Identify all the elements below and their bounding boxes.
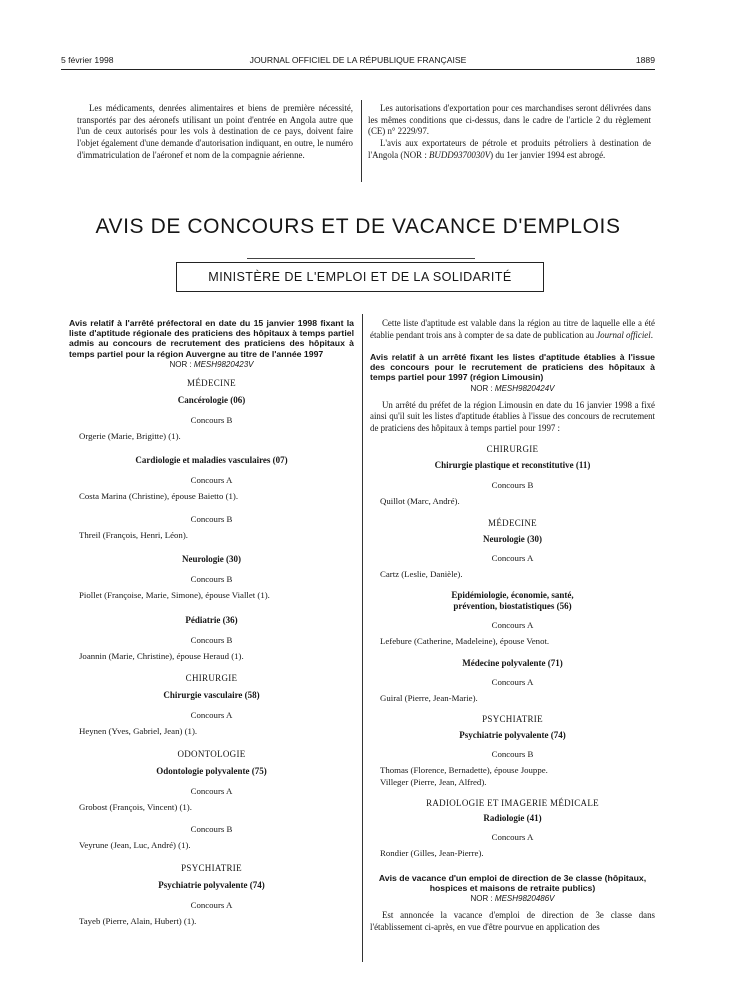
vacance-paragraph: Est annoncée la vacance d'emploi de direction de 3e classe dans l'établissement ci-après, en vue d'être pourvue en application des: [370, 910, 655, 932]
specialty-heading: Neurologie (30): [181, 554, 242, 565]
candidate-name: Heynen (Yves, Gabriel, Jean) (1).: [79, 726, 198, 737]
candidate-name: Lefebure (Catherine, Madeleine), épouse Venot.: [380, 636, 550, 647]
concours-label: Concours A: [190, 899, 233, 910]
specialty-heading-line-2: prévention, biostatistiques (56): [453, 601, 572, 612]
discipline-heading: MÉDECINE: [488, 517, 537, 528]
p2-nor-code: BUDD9370030V: [429, 149, 491, 160]
header-page-number: 1889: [635, 55, 655, 65]
nor-label: NOR :: [470, 383, 495, 393]
concours-label: Concours B: [190, 574, 233, 585]
left-column: [69, 318, 354, 927]
candidate-name: Grobost (François, Vincent) (1).: [79, 801, 192, 812]
candidate-name: Veyrune (Jean, Luc, André) (1).: [79, 840, 191, 851]
specialty-heading: Neurologie (30): [482, 533, 543, 544]
box-decoration: [247, 258, 475, 259]
top-left-paragraph: Les médicaments, denrées alimentaires et biens de première nécessité, transportés par des aéronefs utilisant un point d'entrée en Angola autre que l'un de ceux autorisés pour les vols à destination de ce pays, doivent faire l'objet également d'une demande d'autorisation indiquant, en outre, le numéro d'immatriculation de l'aéronef et nom de la compagnie aérienne.: [77, 103, 353, 160]
nor-label: NOR :: [470, 894, 495, 904]
candidate-name: Threil (François, Henri, Léon).: [79, 529, 188, 540]
candidate-name: Rondier (Gilles, Jean-Pierre).: [380, 848, 484, 859]
nor-line: [370, 384, 655, 393]
discipline-heading: ODONTOLOGIE: [177, 748, 246, 759]
specialty-heading: Radiologie (41): [483, 813, 542, 824]
p2-end: ) du 1er janvier 1994 est abrogé.: [490, 149, 606, 160]
arrete-paragraph: Un arrêté du préfet de la région Limousin en date du 16 janvier 1998 a fixé ainsi qu'il suit les listes d'aptitude établies à l'issue des concours de recrutement de praticiens des hôpitaux à temps partiel pour 1997 :: [370, 399, 655, 433]
concours-label: Concours A: [491, 552, 534, 563]
candidate-name: Joannin (Marie, Christine), épouse Heraud (1).: [79, 650, 244, 661]
specialty-heading-line-1: Epidémiologie, économie, santé,: [451, 590, 574, 601]
page-title: AVIS DE CONCOURS ET DE VACANCE D'EMPLOIS: [95, 215, 621, 238]
discipline-heading: PSYCHIATRIE: [181, 862, 242, 873]
candidate-name: Orgerie (Marie, Brigitte) (1).: [79, 430, 181, 441]
concours-label: Concours B: [190, 414, 233, 425]
header-journal-title: JOURNAL OFFICIEL DE LA RÉPUBLIQUE FRANÇAISE: [249, 55, 467, 65]
header-rule: [61, 69, 655, 70]
p2-start: L'avis aux exportateurs de pétrole et produits pétroliers à destination de l'Angola (NOR :: [368, 138, 651, 160]
concours-label: Concours A: [491, 832, 534, 843]
concours-label: Concours A: [190, 475, 233, 486]
concours-label: Concours A: [491, 676, 534, 687]
concours-label: Concours B: [190, 634, 233, 645]
candidate-name: Villeger (Pierre, Jean, Alfred).: [380, 776, 487, 787]
nor-line: [69, 360, 354, 369]
specialty-heading: Psychiatrie polyvalente (74): [459, 730, 566, 741]
candidate-name: Costa Marina (Christine), épouse Baietto (1).: [79, 491, 239, 502]
concours-label: Concours A: [190, 785, 233, 796]
candidate-name: Piollet (Françoise, Marie, Simone), épouse Viallet (1).: [79, 590, 270, 601]
specialty-heading: Cancérologie (06): [177, 394, 246, 405]
page-header: [61, 55, 655, 69]
header-date: 5 février 1998: [61, 55, 114, 65]
concours-label: Concours B: [491, 749, 534, 760]
discipline-heading: PSYCHIATRIE: [482, 714, 543, 725]
specialty-heading: Psychiatrie polyvalente (74): [158, 879, 265, 890]
candidate-name: Quillot (Marc, André).: [380, 496, 460, 507]
specialty-heading: Médecine polyvalente (71): [462, 657, 563, 668]
concours-label: Concours A: [491, 620, 534, 631]
validity-paragraph: [370, 318, 655, 341]
intro-journal: Journal officiel: [596, 329, 651, 340]
top-right-paragraph-1: Les autorisations d'exportation pour ces marchandises seront délivrées dans les mêmes conditions que ci-dessus, dans le cadre de l'article 2 du règlement (CE) n° 2229/97.: [368, 103, 651, 137]
discipline-heading: RADIOLOGIE ET IMAGERIE MÉDICALE: [426, 798, 599, 809]
concours-label: Concours B: [190, 513, 233, 524]
specialty-heading: Chirurgie vasculaire (58): [163, 690, 260, 701]
concours-label: Concours B: [491, 480, 534, 491]
intro-start: Cette liste d'aptitude est valable dans la région au titre de laquelle elle a été établie pendant trois ans à compter de sa date de publication au: [370, 318, 655, 340]
specialty-heading: Pédiatrie (36): [185, 614, 238, 625]
discipline-heading: CHIRURGIE: [185, 673, 238, 684]
ministry-box: [176, 262, 544, 292]
nor-code: MESH9820423V: [193, 359, 254, 369]
candidate-name: Tayeb (Pierre, Alain, Hubert) (1).: [79, 915, 197, 926]
candidate-name: Thomas (Florence, Bernadette), épouse Jouppe.: [380, 765, 548, 776]
intro-end: .: [650, 329, 653, 340]
ministry-name: MINISTÈRE DE L'EMPLOI ET DE LA SOLIDARITÉ: [208, 270, 512, 284]
candidate-name: Guiral (Pierre, Jean-Marie).: [380, 692, 478, 703]
specialty-heading: Chirurgie plastique et reconstitutive (11): [434, 460, 591, 471]
nor-code: MESH9820486V: [494, 894, 555, 904]
column-divider: [362, 314, 363, 962]
avis-title-auvergne: Avis relatif à l'arrêté préfectoral en date du 15 janvier 1998 fixant la liste d'aptitude régionale des praticiens des hôpitaux à temps partiel admis au concours de recrutement des praticiens des hôpitaux à temps partiel pour la région Auvergne au titre de l'année 1997: [69, 318, 354, 359]
nor-label: NOR :: [169, 359, 194, 369]
concours-label: Concours B: [190, 824, 233, 835]
avis-title-limousin: Avis relatif à un arrêté fixant les listes d'aptitude établies à l'issue des concours pour le recrutement de praticiens des hôpitaux à temps partiel pour 1997 (région Limousin): [370, 352, 655, 383]
nor-code: MESH9820424V: [494, 383, 555, 393]
specialty-heading: Odontologie polyvalente (75): [156, 765, 267, 776]
right-column: [370, 318, 655, 933]
discipline-heading: CHIRURGIE: [486, 444, 539, 455]
discipline-heading: MÉDECINE: [187, 377, 236, 388]
top-right-text: [368, 103, 651, 162]
nor-line: [370, 894, 655, 903]
top-column-divider: [361, 100, 362, 182]
candidate-name: Cartz (Leslie, Danièle).: [380, 568, 463, 579]
avis-title-vacance: Avis de vacance d'un emploi de direction de 3e classe (hôpitaux, hospices et maisons de retraite publics): [378, 872, 647, 893]
specialty-heading: Cardiologie et maladies vasculaires (07): [135, 455, 288, 466]
top-right-paragraph-2: [368, 138, 651, 161]
top-left-text: [77, 103, 353, 162]
concours-label: Concours A: [190, 710, 233, 721]
